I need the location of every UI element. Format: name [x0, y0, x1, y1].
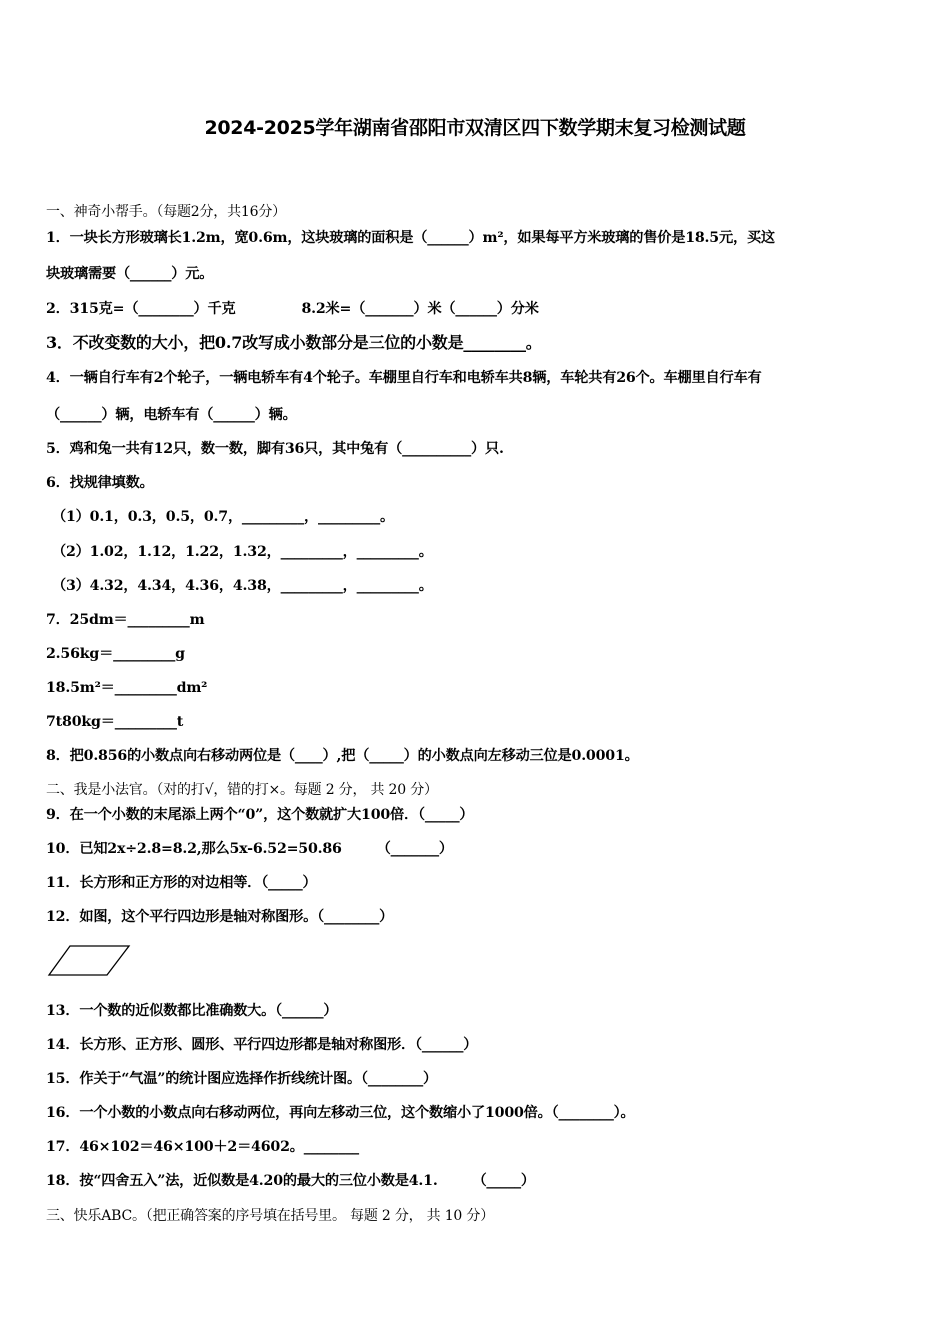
question-16: 16．一个小数的小数点向右移动两位，再向左移动三位，这个数缩小了1000倍。（________）。 [46, 1105, 635, 1121]
question-4-line-1: 4．一辆自行车有2个轮子，一辆电轿车有4个轮子。车棚里自行车和电轿车共8辆，车轮共有26个。车棚里自行车有 [46, 370, 762, 386]
parallelogram-figure [46, 944, 136, 980]
question-10: 10．已知2x÷2.8=8.2,那么5x-6.52=50.86 （_______） [46, 841, 453, 857]
question-6-item-2: （2）1.02，1.12，1.22，1.32，_________，_________。 [52, 544, 433, 560]
question-7-item-2: 2.56kg＝_________g [46, 646, 185, 662]
question-7-item-4: 7t80kg＝_________t [46, 714, 184, 730]
question-7-item-1: 7．25dm＝_________m [46, 612, 205, 628]
question-18: 18．按“四舍五入”法，近似数是4.20的最大的三位小数是4.1. （_____） [46, 1173, 535, 1189]
section-1-heading: 一、神奇小帮手。（每题2分，共16分） [46, 204, 286, 220]
question-15: 15．作关于“气温”的统计图应选择作折线统计图。（________） [46, 1071, 438, 1087]
question-13: 13．一个数的近似数都比准确数大。（______） [46, 1003, 338, 1019]
question-6-stem: 6．找规律填数。 [46, 475, 154, 491]
page-title: 2024-2025学年湖南省邵阳市双清区四下数学期末复习检测试题 [204, 117, 746, 139]
question-6-item-1: （1）0.1，0.3，0.5，0.7，_________，_________。 [52, 509, 394, 525]
question-14: 14．长方形、正方形、圆形、平行四边形都是轴对称图形．（______） [46, 1037, 478, 1053]
question-7-item-3: 18.5m²＝_________dm² [46, 680, 208, 696]
question-2 [46, 299, 539, 319]
question-12: 12．如图，这个平行四边形是轴对称图形。（________） [46, 909, 394, 925]
question-8: 8．把0.856的小数点向右移动两位是（____）,把（_____）的小数点向左移动三位是0.0001。 [46, 748, 639, 764]
question-2-part-2: 8.2米=（_______）米（______）分米 [301, 301, 539, 317]
parallelogram-shape [49, 946, 129, 975]
question-5: 5．鸡和兔一共有12只，数一数，脚有36只，其中兔有（__________）只. [46, 441, 504, 457]
question-1-line-2: 块玻璃需要（______）元。 [46, 266, 214, 282]
question-2-part-1: 2．315克=（________）千克 [46, 301, 236, 317]
question-4-line-2: （______）辆，电轿车有（______）辆。 [46, 407, 297, 423]
question-17: 17．46×102＝46×100＋2＝4602。________ [46, 1139, 359, 1155]
question-9: 9．在一个小数的末尾添上两个“0”，这个数就扩大100倍．（_____） [46, 807, 474, 823]
section-3-heading: 三、快乐ABC。（把正确答案的序号填在括号里。 每题 2 分， 共 10 分） [46, 1208, 494, 1224]
question-11: 11．长方形和正方形的对边相等．（_____） [46, 875, 317, 891]
question-6-item-3: （3）4.32，4.34，4.36，4.38，_________，_________。 [52, 578, 433, 594]
question-1-line-1: 1．一块长方形玻璃长1.2m，宽0.6m，这块玻璃的面积是（______）m²，如果每平方米玻璃的售价是18.5元，买这 [46, 230, 775, 246]
question-3: 3．不改变数的大小，把0.7改写成小数部分是三位的小数是________。 [46, 333, 542, 352]
section-2-heading: 二、我是小法官。（对的打√，错的打×。每题 2 分， 共 20 分） [46, 782, 438, 798]
